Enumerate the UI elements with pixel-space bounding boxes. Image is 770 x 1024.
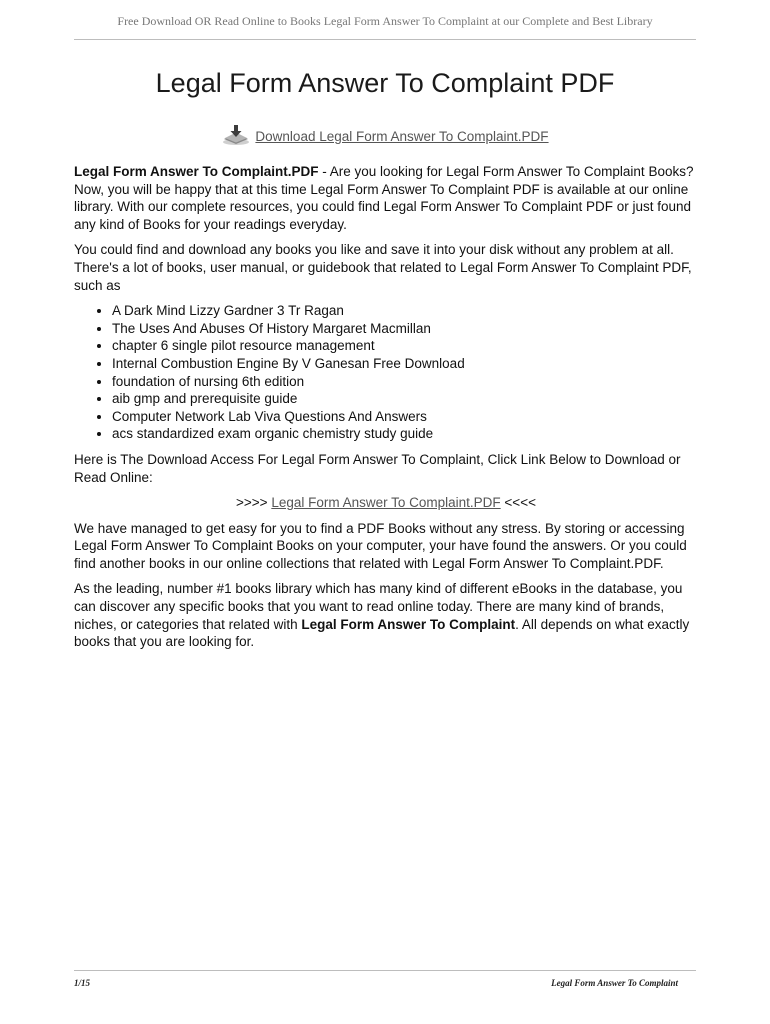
list-item: • Internal Combustion Engine By V Ganesan Free Download bbox=[112, 355, 698, 373]
access-link-row bbox=[74, 494, 698, 512]
intro-text: - Are you looking for Legal Form Answer To Complaint Books? Now, you will be happy that at this time Legal Form Answer To Complaint PDF is available at our online library. With our complete resources, you could find Legal Form Answer To Complaint PDF or just found any kind of Books for your readings everyday. bbox=[74, 164, 694, 232]
list-item: • aib gmp and prerequisite guide bbox=[112, 390, 698, 408]
intro-bold: Legal Form Answer To Complaint.PDF bbox=[74, 164, 319, 179]
page-header: Free Download OR Read Online to Books Legal Form Answer To Complaint at our Complete and Best Library bbox=[117, 14, 653, 28]
related-books-paragraph: You could find and download any books you like and save it into your disk without any problem at all. There's a lot of books, user manual, or guidebook that related to Legal Form Answer To Complaint PDF, such as bbox=[74, 242, 692, 293]
list-item: • Computer Network Lab Viva Questions And Answers bbox=[112, 408, 698, 426]
list-item: • chapter 6 single pilot resource management bbox=[112, 337, 698, 355]
footer-title: Legal Form Answer To Complaint bbox=[551, 978, 678, 988]
page-title: Legal Form Answer To Complaint PDF bbox=[155, 68, 615, 98]
library-text-before: As the leading, number #1 books library which has many kind of different eBooks in the database, you can discover any specific books that you want to read online today. There are many kind of brands, niches, or categories that related with bbox=[74, 581, 683, 632]
access-link-suffix: <<<< bbox=[500, 495, 536, 511]
intro-paragraph bbox=[74, 163, 698, 233]
storage-paragraph: We have managed to get easy for you to find a PDF Books without any stress. By storing or accessing Legal Form Answer To Complaint Books on your computer, your have found the answers. Or you could find another books in our online collections that related with Legal Form Answer To Complaint.PDF. bbox=[74, 520, 687, 571]
access-paragraph: Here is The Download Access For Legal Form Answer To Complaint, Click Link Below to Download or Read Online: bbox=[74, 451, 681, 485]
library-bold: Legal Form Answer To Complaint bbox=[301, 616, 516, 632]
list-item: • A Dark Mind Lizzy Gardner 3 Tr Ragan bbox=[112, 302, 698, 320]
page-number: 1/15 bbox=[74, 978, 91, 988]
download-row bbox=[74, 124, 696, 146]
access-link[interactable]: Legal Form Answer To Complaint.PDF bbox=[271, 495, 501, 511]
header-divider bbox=[74, 39, 696, 40]
document-body bbox=[74, 163, 698, 659]
related-books-list bbox=[74, 302, 698, 443]
footer-divider bbox=[74, 970, 696, 971]
download-link[interactable]: Download Legal Form Answer To Complaint.PDF bbox=[255, 129, 549, 144]
list-item: • The Uses And Abuses Of History Margaret Macmillan bbox=[112, 320, 698, 338]
download-icon[interactable] bbox=[221, 124, 251, 146]
access-link-prefix: >>>> bbox=[236, 495, 272, 511]
library-text-after: . All depends on what exactly books that you are looking for. bbox=[74, 616, 690, 650]
list-item: • foundation of nursing 6th edition bbox=[112, 373, 698, 391]
library-paragraph bbox=[74, 580, 698, 650]
list-item: • acs standardized exam organic chemistry study guide bbox=[112, 425, 698, 443]
